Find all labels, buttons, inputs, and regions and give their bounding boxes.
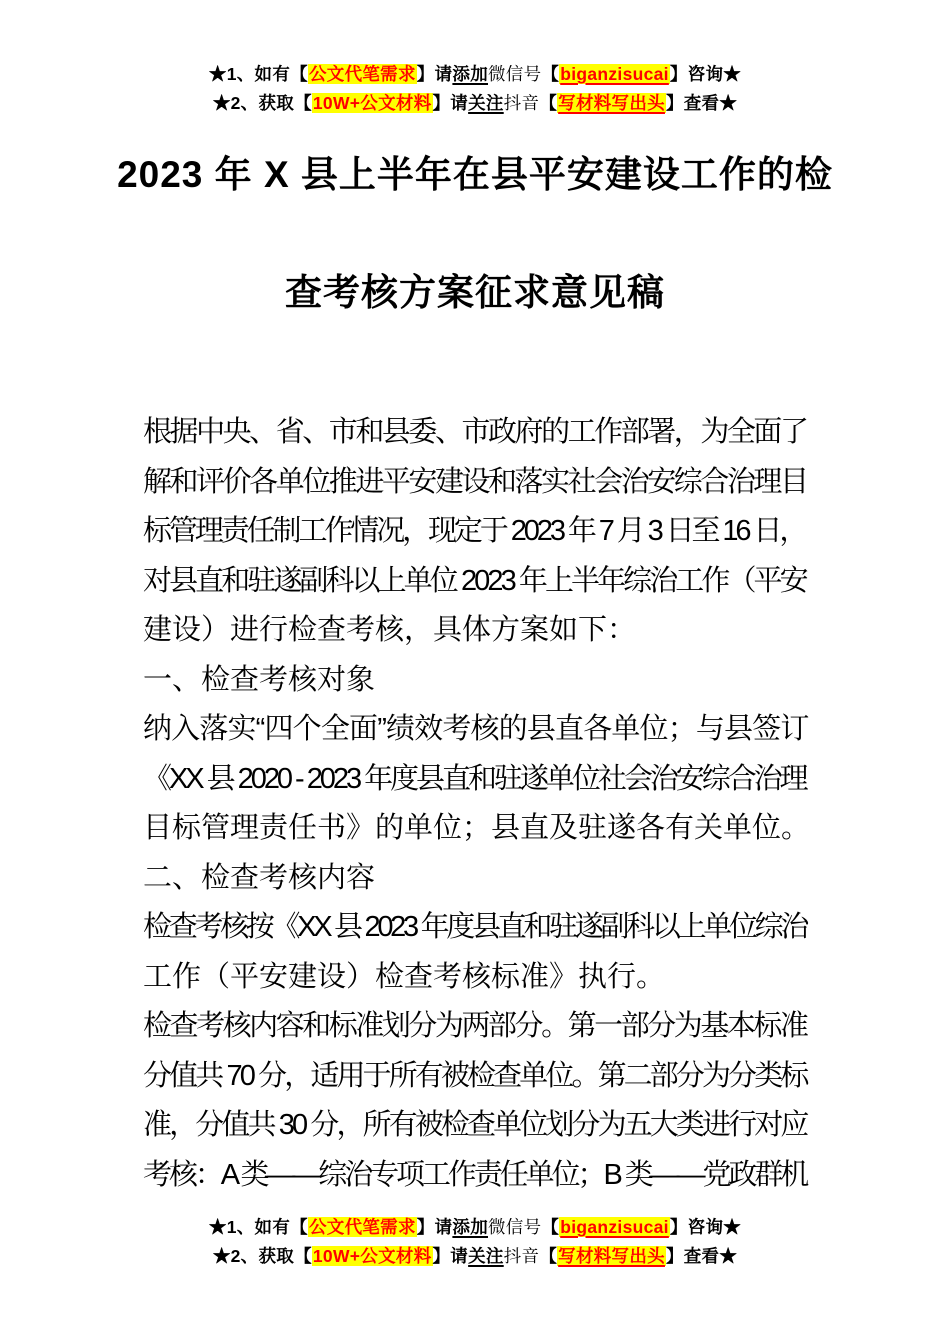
promo-text: 关注 <box>468 1246 504 1266</box>
promo-text: 添加 <box>452 1217 488 1237</box>
promo-text: 】咨询★ <box>669 1217 742 1237</box>
promo-text: 】请 <box>416 64 453 84</box>
promo-text: 】查看★ <box>665 93 738 113</box>
promo-line <box>0 1213 950 1242</box>
promo-text: 】请 <box>432 93 469 113</box>
body-line: 对县直和驻遂副科以上单位 2023 年上半年综治工作（平安 <box>143 564 806 597</box>
promo-highlighted-text: biganzisucai <box>560 64 669 84</box>
promo-highlighted-text: 公文代笔需求 <box>308 1217 416 1237</box>
promo-highlighted-text: 公文代笔需求 <box>308 64 416 84</box>
promo-text: 【 <box>539 93 558 113</box>
body-line: 检查考核按《XX 县 2023 年度县直和驻遂副科以上单位综治 <box>143 911 807 943</box>
promo-header <box>0 60 950 118</box>
promo-text: 】请 <box>416 1217 453 1237</box>
promo-highlighted-text: 10W+公文材料 <box>312 93 432 113</box>
promo-text: 关注 <box>468 93 504 113</box>
document-title-line: 查考核方案征求意见稿 <box>285 272 665 313</box>
document-title-line: 2023 年 X 县上半年在县平安建设工作的检 <box>117 154 833 195</box>
body-line: 标管理责任制工作情况，现定于 2023 年 7 月 3 日至 16 日， <box>143 515 806 547</box>
promo-line <box>0 1242 950 1271</box>
body-line: 解和评价各单位推进平安建设和落实社会治安综合治理目 <box>143 465 807 498</box>
promo-text: 添加 <box>452 64 488 84</box>
promo-highlighted-text: 写材料写出头 <box>558 93 665 113</box>
body-line: 工作（平安建设）检查考核标准》执行。 <box>143 960 666 993</box>
promo-line <box>0 60 950 89</box>
promo-text: 微信号 <box>488 64 542 84</box>
body-line: 目标管理责任书》的单位；县直及驻遂各有关单位。 <box>143 812 811 844</box>
body-line: 准，分值共 30 分，所有被检查单位划分为五大类进行对应 <box>143 1109 807 1141</box>
promo-highlighted-text: biganzisucai <box>560 1217 669 1237</box>
body-line: 考核：A 类——综治专项工作责任单位；B 类——党政群机 <box>143 1158 807 1191</box>
body-line: 《XX 县 2020 - 2023 年度县直和驻遂单位社会治安综合治理 <box>143 762 806 795</box>
promo-footer <box>0 1213 950 1271</box>
promo-text: 抖音 <box>503 1246 540 1266</box>
promo-text: ★2、获取【 <box>212 93 312 113</box>
document-title <box>0 116 950 352</box>
promo-text: 抖音 <box>503 93 540 113</box>
promo-line <box>0 89 950 118</box>
body-line: 根据中央、省、市和县委、市政府的工作部署，为全面了 <box>143 416 807 448</box>
section-heading: 二、检查考核内容 <box>143 861 376 894</box>
promo-text: 】查看★ <box>665 1246 738 1266</box>
promo-text: 【 <box>541 1217 560 1237</box>
body-line: 分值共 70 分，适用于所有被检查单位。第二部分为分类标 <box>143 1059 807 1092</box>
promo-highlighted-text: 写材料写出头 <box>558 1246 665 1266</box>
promo-highlighted-text: 10W+公文材料 <box>312 1246 432 1266</box>
document-body <box>143 408 809 1200</box>
section-heading: 一、检查考核对象 <box>143 663 376 696</box>
promo-text: ★2、获取【 <box>212 1246 312 1266</box>
body-line: 建设）进行检查考核，具体方案如下： <box>143 614 637 646</box>
body-line: 检查考核内容和标准划分为两部分。第一部分为基本标准 <box>143 1010 807 1042</box>
promo-text: 【 <box>539 1246 558 1266</box>
promo-text: ★1、如有【 <box>208 64 308 84</box>
promo-text: 【 <box>541 64 560 84</box>
promo-text: 】咨询★ <box>669 64 742 84</box>
promo-text: 】请 <box>432 1246 469 1266</box>
body-line: 纳入落实“四个全面”绩效考核的县直各单位；与县签订 <box>143 713 809 745</box>
promo-text: ★1、如有【 <box>208 1217 308 1237</box>
promo-text: 微信号 <box>488 1217 542 1237</box>
